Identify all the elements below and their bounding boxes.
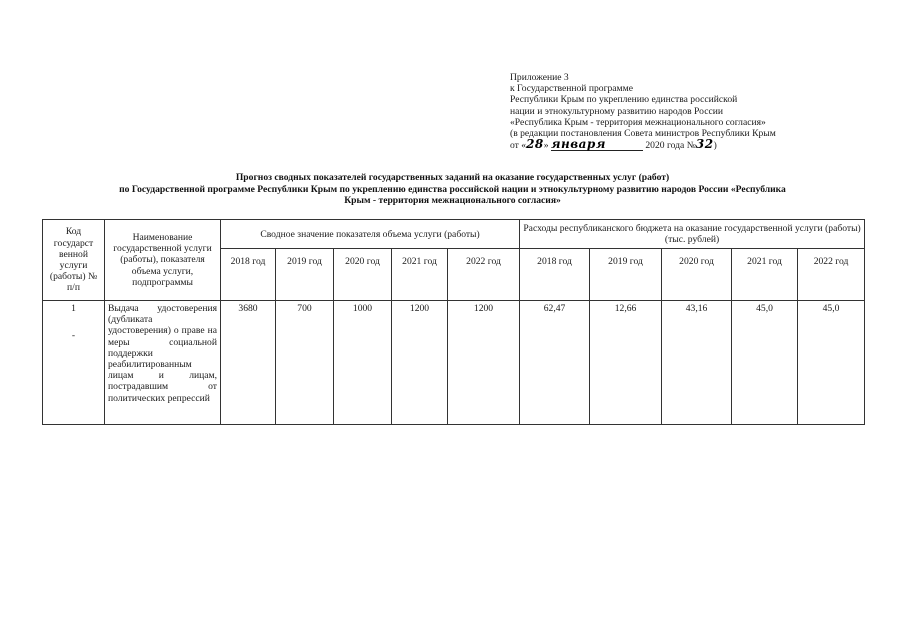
appendix-line: Приложение 3 bbox=[510, 72, 569, 83]
header-expenses-year: 2021 год bbox=[732, 249, 798, 301]
date-prefix: от « bbox=[510, 140, 527, 152]
header-expenses-year: 2020 год bbox=[662, 249, 732, 301]
row-volume-2019: 700 bbox=[276, 301, 334, 425]
row-service-name: Выдача удостоверения (дубликата удостоверения) о праве на меры социальной поддержки реабилитированным лицам и лицам, пострадавшим от политических репрессий bbox=[105, 301, 221, 425]
header-code: Код государст венной услуги (работы) № п/п bbox=[43, 220, 105, 301]
header-name: Наименование государственной услуги (работы), показателя объема услуги, подпрограммы bbox=[105, 220, 221, 301]
header-volume-year: 2022 год bbox=[448, 249, 520, 301]
row-code-mark: - bbox=[71, 330, 76, 342]
row-expenses-2020: 43,16 bbox=[662, 301, 732, 425]
appendix-line: (в редакции постановления Совета министров Республики Крым bbox=[510, 128, 776, 140]
appendix-date-line bbox=[510, 139, 776, 151]
title-line: Крым - территория межнационального согласия» bbox=[344, 195, 561, 207]
appendix-line: нации и этнокультурному развитию народов России bbox=[510, 105, 723, 117]
header-expenses-year: 2019 год bbox=[590, 249, 662, 301]
date-close: ) bbox=[713, 140, 717, 152]
row-expenses-2021: 45,0 bbox=[732, 301, 798, 425]
table-row bbox=[43, 301, 865, 425]
forecast-table bbox=[42, 219, 865, 425]
appendix-line: к Государственной программе bbox=[510, 83, 633, 95]
header-volume-year: 2021 год bbox=[392, 249, 448, 301]
handwritten-month: января bbox=[551, 139, 643, 151]
row-volume-2018: 3680 bbox=[221, 301, 276, 425]
header-volume-group: Сводное значение показателя объема услуги (работы) bbox=[221, 220, 520, 249]
header-expenses-group: Расходы республиканского бюджета на оказание государственной услуги (работы) (тыс. рублей) bbox=[520, 220, 865, 249]
row-volume-2022: 1200 bbox=[448, 301, 520, 425]
appendix-line: Республики Крым по укреплению единства российской bbox=[510, 94, 738, 106]
row-volume-2021: 1200 bbox=[392, 301, 448, 425]
document-title bbox=[40, 172, 865, 207]
row-expenses-2022: 45,0 bbox=[798, 301, 865, 425]
date-year-text: 2020 года № bbox=[645, 140, 696, 152]
handwritten-number: 32 bbox=[695, 137, 714, 152]
appendix-line: «Республика Крым - территория межнационального согласия» bbox=[510, 116, 766, 128]
header-volume-year: 2018 год bbox=[221, 249, 276, 301]
header-volume-year: 2019 год bbox=[276, 249, 334, 301]
appendix-block bbox=[510, 72, 776, 151]
row-expenses-2018: 62,47 bbox=[520, 301, 590, 425]
header-expenses-year: 2022 год bbox=[798, 249, 865, 301]
row-expenses-2019: 12,66 bbox=[590, 301, 662, 425]
handwritten-day: 28 bbox=[526, 137, 544, 152]
title-line: по Государственной программе Республики Крым по укреплению единства российской нации и этнокультурному развитию народов России «Республика bbox=[119, 183, 786, 195]
title-line: Прогноз сводных показателей государственных заданий на оказание государственных услуг (работ) bbox=[235, 172, 670, 183]
row-volume-2020: 1000 bbox=[334, 301, 392, 425]
row-code: 1 bbox=[71, 303, 76, 314]
header-volume-year: 2020 год bbox=[334, 249, 392, 301]
date-mid: » bbox=[543, 140, 549, 152]
header-expenses-year: 2018 год bbox=[520, 249, 590, 301]
row-code-cell bbox=[43, 301, 105, 425]
